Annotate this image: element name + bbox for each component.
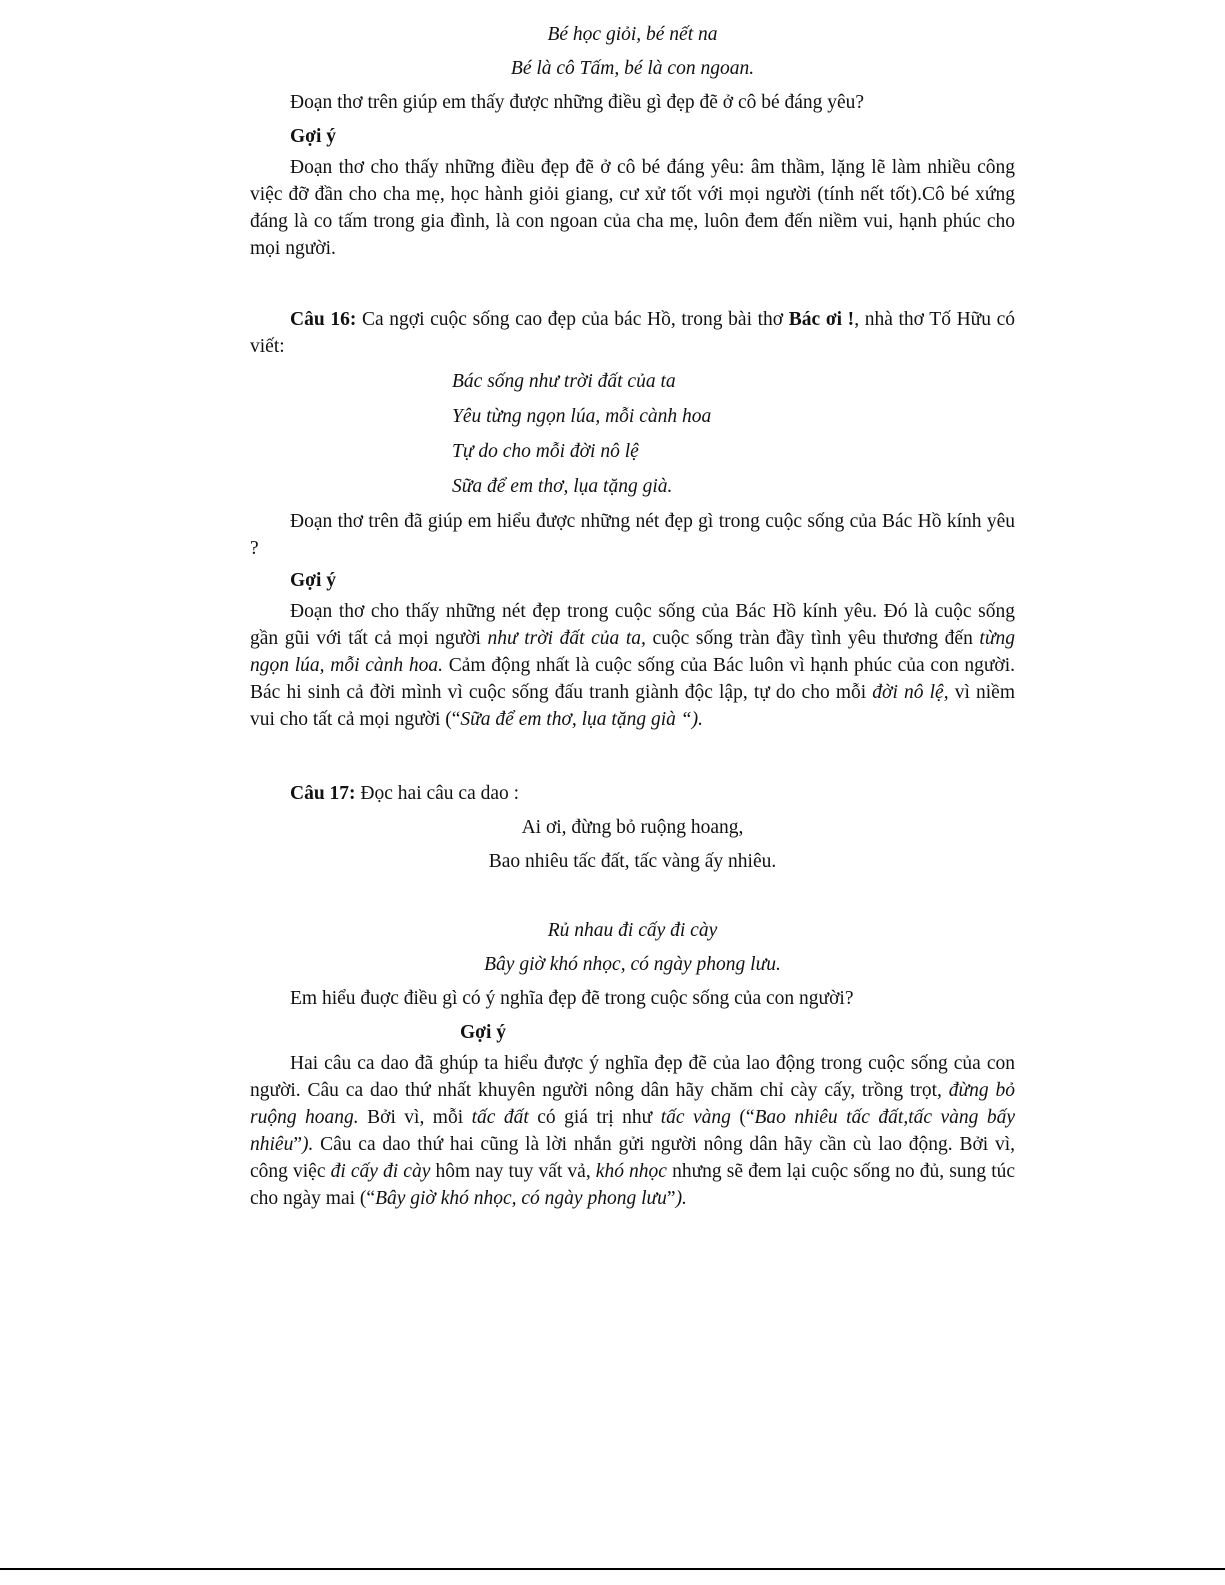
spacer <box>250 733 1015 777</box>
poem-title: Bác ơi ! <box>788 309 855 330</box>
verse-line: Tự do cho mỗi đời nô lệ <box>452 441 639 462</box>
verse-line: Bé là cô Tấm, bé là con ngoan. <box>510 58 755 79</box>
question-17: Câu 17: Đọc hai câu ca dao : <box>290 783 520 804</box>
question-label: Câu 17: <box>290 783 356 804</box>
document-page <box>250 18 1015 1212</box>
verse-line: Yêu từng ngọn lúa, mỗi cành hoa <box>452 406 712 427</box>
verse-line: Sữa để em thơ, lụa tặng già. <box>452 476 673 497</box>
question-16: Câu 16: Ca ngợi cuộc sống cao đẹp của bác Hồ, trong bài thơ Bác ơi !, nhà thơ Tố Hữu có viết: <box>250 309 1016 357</box>
page-bottom-rule <box>0 1568 1225 1570</box>
answer-paragraph: Đoạn thơ cho thấy những điều đẹp đẽ ở cô bé đáng yêu: âm thầm, lặng lẽ làm nhiều công việc đỡ đần cho cha mẹ, học hành giỏi giang, cư xử tốt với mọi người (tính nết tốt).Cô bé xứng đáng là co tấm trong gia đình, là con ngoan của cha mẹ, luôn đem đến niềm vui, hạnh phúc cho mọi người. <box>250 157 1015 259</box>
spacer <box>250 262 1015 306</box>
verse-line: Bây giờ khó nhọc, có ngày phong lưu. <box>484 954 781 975</box>
question-text: Em hiểu đuợc điều gì có ý nghĩa đẹp đẽ trong cuộc sống của con người? <box>290 988 854 1009</box>
answer-paragraph: Hai câu ca dao đã ghúp ta hiểu được ý nghĩa đẹp đẽ của lao động trong cuộc sống của con người. Câu ca dao thứ nhất khuyên người nông dân hãy chăm chỉ cày cấy, trồng trọt, đừng bỏ ruộng hoang. Bởi vì, mỗi tấc đất có giá trị như tấc vàng (“Bao nhiêu tấc đất,tấc vàng bấy nhiêu”). Câu ca dao thứ hai cũng là lời nhắn gửi người nông dân hãy cần cù lao động. Bởi vì, công việc đi cấy đi cày hôm nay tuy vất vả, khó nhọc nhưng sẽ đem lại cuộc sống no đủ, sung túc cho ngày mai (“Bây giờ khó nhọc, có ngày phong lưu”). <box>250 1053 1016 1209</box>
hint-label: Gợi ý <box>290 126 337 147</box>
question-label: Câu 16: <box>290 309 357 330</box>
verse-line: Rủ nhau đi cấy đi cày <box>547 920 718 941</box>
question-text: Đoạn thơ trên giúp em thấy được những điều gì đẹp đẽ ở cô bé đáng yêu? <box>290 92 865 113</box>
hint-label: Gợi ý <box>290 570 337 591</box>
question-text: Đoạn thơ trên đã giúp em hiểu được những nét đẹp gì trong cuộc sống của Bác Hồ kính yêu ? <box>250 511 1015 559</box>
verse-line: Bé học giỏi, bé nết na <box>547 24 718 45</box>
verse-line: Ai ơi, đừng bỏ ruộng hoang, <box>521 817 744 838</box>
hint-label: Gợi ý <box>460 1022 507 1043</box>
verse-line: Bác sống như trời đất của ta <box>452 371 676 392</box>
verse-line: Bao nhiêu tấc đất, tấc vàng ấy nhiêu. <box>488 851 777 872</box>
answer-paragraph: Đoạn thơ cho thấy những nét đẹp trong cuộc sống của Bác Hồ kính yêu. Đó là cuộc sống gần gũi với tất cả mọi người như trời đất của ta, cuộc sống tràn đầy tình yêu thương đến từng ngọn lúa, mỗi cành hoa. Cảm động nhất là cuộc sống của Bác luôn vì hạnh phúc của con người. Bác hi sinh cả đời mình vì cuộc sống đấu tranh giành độc lập, tự do cho mỗi đời nô lệ, vì niềm vui cho tất cả mọi người (“Sữa để em thơ, lụa tặng già “). <box>250 601 1015 730</box>
